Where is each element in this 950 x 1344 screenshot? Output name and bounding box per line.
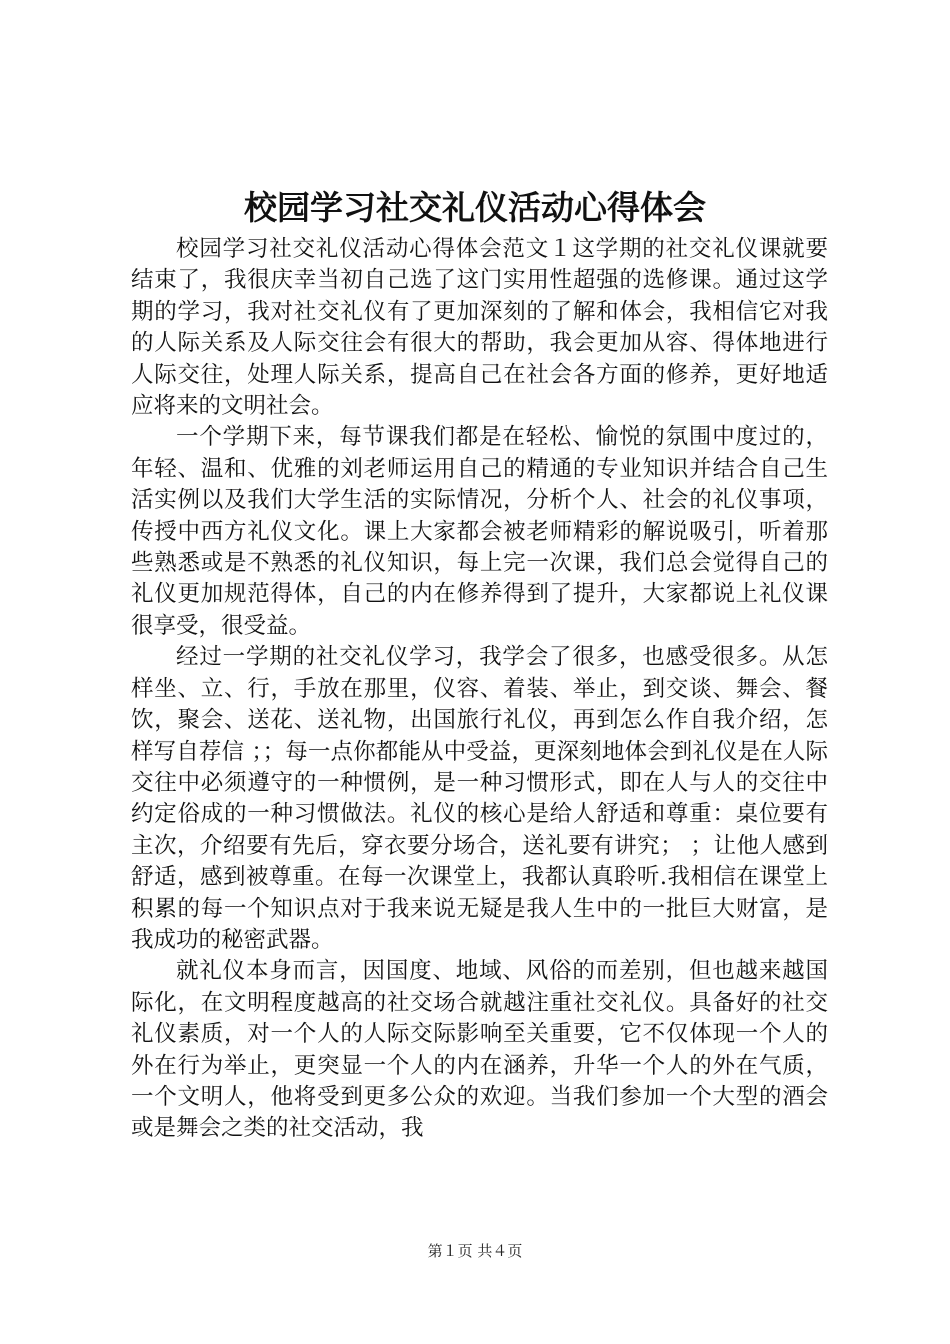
paragraph: 经过一学期的社交礼仪学习，我学会了很多，也感受很多。从怎样坐、立、行，手放在那里，仪容、着装、举止，到交谈、舞会、餐饮，聚会、送花、送礼物，出国旅行礼仪，再到怎么作自我介绍，怎样写自荐信 ；；每一点你都能从中受益，更深刻地体会到礼仪是在人际交往中必须遵守的一种惯例，是一种习惯形式，即在人与人的交往中约定俗成的一种习惯做法。礼仪的核心是给人舒适和尊重：桌位要有主次，介绍要有先后，穿衣要分场合，送礼要有讲究； ；让他人感到舒适，感到被尊重。在每一次课堂上，我都认真聆听.我相信在课堂上积累的每一个知识点对于我来说无疑是我人生中的一批巨大财富，是我成功的秘密武器。 — [131, 644, 828, 953]
page-footer: 第１页 共４页 — [427, 1242, 523, 1260]
paragraph: 校园学习社交礼仪活动心得体会范文１这学期的社交礼仪课就要结束了，我很庆幸当初自己选了这门实用性超强的选修课。通过这学期的学习，我对社交礼仪有了更加深刻的了解和体会，我相信它对我的人际关系及人际交往会有很大的帮助，我会更加从容、得体地进行人际交往，处理人际关系，提高自己在社会各方面的修养，更好地适应将来的文明社会。 — [131, 236, 828, 420]
paragraph: 就礼仪本身而言，因国度、地域、风俗的而差别，但也越来越国际化，在文明程度越高的社交场合就越注重社交礼仪。具备好的社交礼仪素质，对一个人的人际交际影响至关重要，它不仅体现一个人的外在行为举止，更突显一个人的内在涵养，升华一个人的外在气质，一个文明人，他将受到更多公众的欢迎。当我们参加一个大型的酒会或是舞会之类的社交活动，我 — [131, 958, 828, 1142]
document-body — [131, 234, 828, 1145]
paragraph: 一个学期下来，每节课我们都是在轻松、愉悦的氛围中度过的，年轻、温和、优雅的刘老师运用自己的精通的专业知识并结合自己生活实例以及我们大学生活的实际情况，分析个人、社会的礼仪事项，传授中西方礼仪文化。课上大家都会被老师精彩的解说吸引，听着那些熟悉或是不熟悉的礼仪知识，每上完一次课，我们总会觉得自己的礼仪更加规范得体，自己的内在修养得到了提升，大家都说上礼仪课很享受，很受益。 — [131, 424, 828, 639]
document-title: 校园学习社交礼仪活动心得体会 — [244, 188, 706, 227]
